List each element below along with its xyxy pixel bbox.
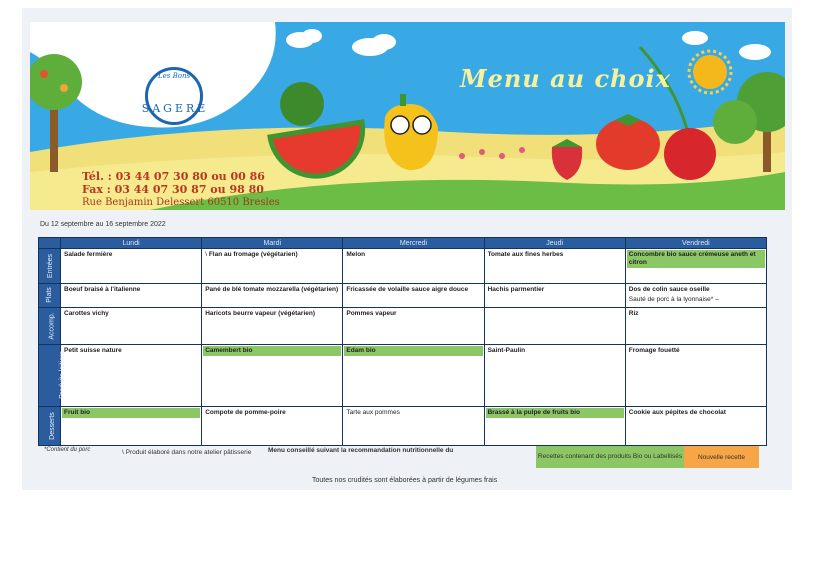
menu-cell <box>343 407 484 446</box>
bio-highlight: Concombre bio sauce crémeuse aneth et citron <box>627 250 765 268</box>
menu-period: Du 12 septembre au 16 septembre 2022 <box>40 221 166 228</box>
menu-cell: Tomate aux fines herbes <box>484 249 625 283</box>
fax-number: Fax : 03 44 07 30 87 ou 98 80 <box>82 183 264 196</box>
crudites-note: Toutes nos crudités sont élaborées à partir de légumes frais <box>312 477 498 484</box>
phone-number: Tél. : 03 44 07 30 80 ou 00 86 <box>82 170 265 183</box>
recommendation-note: Menu conseillé suivant la recommandation nutritionnelle du <box>268 447 454 454</box>
sun-icon <box>689 51 731 93</box>
menu-cell: Hachis parmentier <box>484 283 625 307</box>
bio-highlight: Brassé à la pulpe de fruits bio <box>486 408 624 418</box>
bio-highlight: Camembert bio <box>203 346 341 356</box>
pork-note: *Contient du porc <box>44 447 91 453</box>
page-title: Menu au choix <box>460 64 671 93</box>
menu-cell <box>625 249 766 283</box>
corner-cell <box>39 238 61 249</box>
menu-cell: Fricassée de volaille sauce aigre douce <box>343 283 484 307</box>
category-label: Plats <box>39 283 61 307</box>
legend-bio: Recettes contenant des produits Bio ou Labellisés <box>536 446 684 468</box>
menu-cell <box>202 249 343 283</box>
menu-cell: Petit suisse nature <box>61 344 202 407</box>
menu-cell <box>202 344 343 407</box>
table-row <box>39 283 767 307</box>
category-label: Produits laitiers <box>39 344 61 407</box>
day-header: Jeudi <box>484 238 625 249</box>
legend-new-recipe: Nouvelle recette <box>684 446 759 468</box>
bio-highlight: Edam bio <box>344 346 482 356</box>
pastry-mark-icon: \ <box>205 251 209 259</box>
menu-cell: Boeuf braisé à l'italienne <box>61 283 202 307</box>
menu-cell: Pommes vapeur <box>343 307 484 344</box>
menu-cell <box>484 407 625 446</box>
day-header: Lundi <box>61 238 202 249</box>
day-header: Vendredi <box>625 238 766 249</box>
address: Rue Benjamin Delessert 60510 Bresles <box>82 197 280 208</box>
menu-cell: Cookie aux pépites de chocolat <box>625 407 766 446</box>
menu-cell: Pané de blé tomate mozzarella (végétarien) <box>202 283 343 307</box>
logo-wordmark: SAGERE <box>141 102 209 115</box>
category-label: Entrées <box>39 249 61 283</box>
pastry-note: \ Produit élaboré dans notre atelier pâtisserie <box>122 449 252 456</box>
menu-cell: Riz <box>625 307 766 344</box>
menu-cell: Compote de pomme-poire <box>202 407 343 446</box>
weekly-menu-table <box>38 237 767 446</box>
pepper-with-sunglasses-icon <box>384 94 438 170</box>
category-label: Accomp. <box>39 307 61 344</box>
table-row <box>39 249 767 283</box>
tomato-icon <box>596 114 660 170</box>
menu-cell-subtext: Sauté de porc à la lyonnaise* – <box>628 295 719 303</box>
menu-cell: Haricots beurre vapeur (végétarien) <box>202 307 343 344</box>
day-header-row <box>39 238 767 249</box>
menu-cell: Melon <box>343 249 484 283</box>
menu-cell: Carottes vichy <box>61 307 202 344</box>
pastry-mark-icon: \ <box>122 449 126 456</box>
table-row <box>39 344 767 407</box>
menu-cell <box>484 307 625 344</box>
menu-cell <box>343 344 484 407</box>
menu-cell <box>61 407 202 446</box>
category-label: Desserts <box>39 407 61 446</box>
menu-cell-text: Tarte aux pommes <box>346 409 400 417</box>
menu-cell: Salade fermière <box>61 249 202 283</box>
logo-script: Les Bons <box>158 72 191 80</box>
table-row <box>39 407 767 446</box>
day-header: Mercredi <box>343 238 484 249</box>
menu-cell: Fromage fouetté <box>625 344 766 407</box>
table-row <box>39 307 767 344</box>
bio-highlight: Fruit bio <box>62 408 200 418</box>
menu-cell-text: Flan au fromage (végétarien) <box>208 251 298 259</box>
menu-cell <box>625 283 766 307</box>
day-header: Mardi <box>202 238 343 249</box>
menu-cell: Saint-Paulin <box>484 344 625 407</box>
banner <box>30 22 785 210</box>
menu-cell-text: Dos de colin sauce oseille <box>628 285 710 293</box>
